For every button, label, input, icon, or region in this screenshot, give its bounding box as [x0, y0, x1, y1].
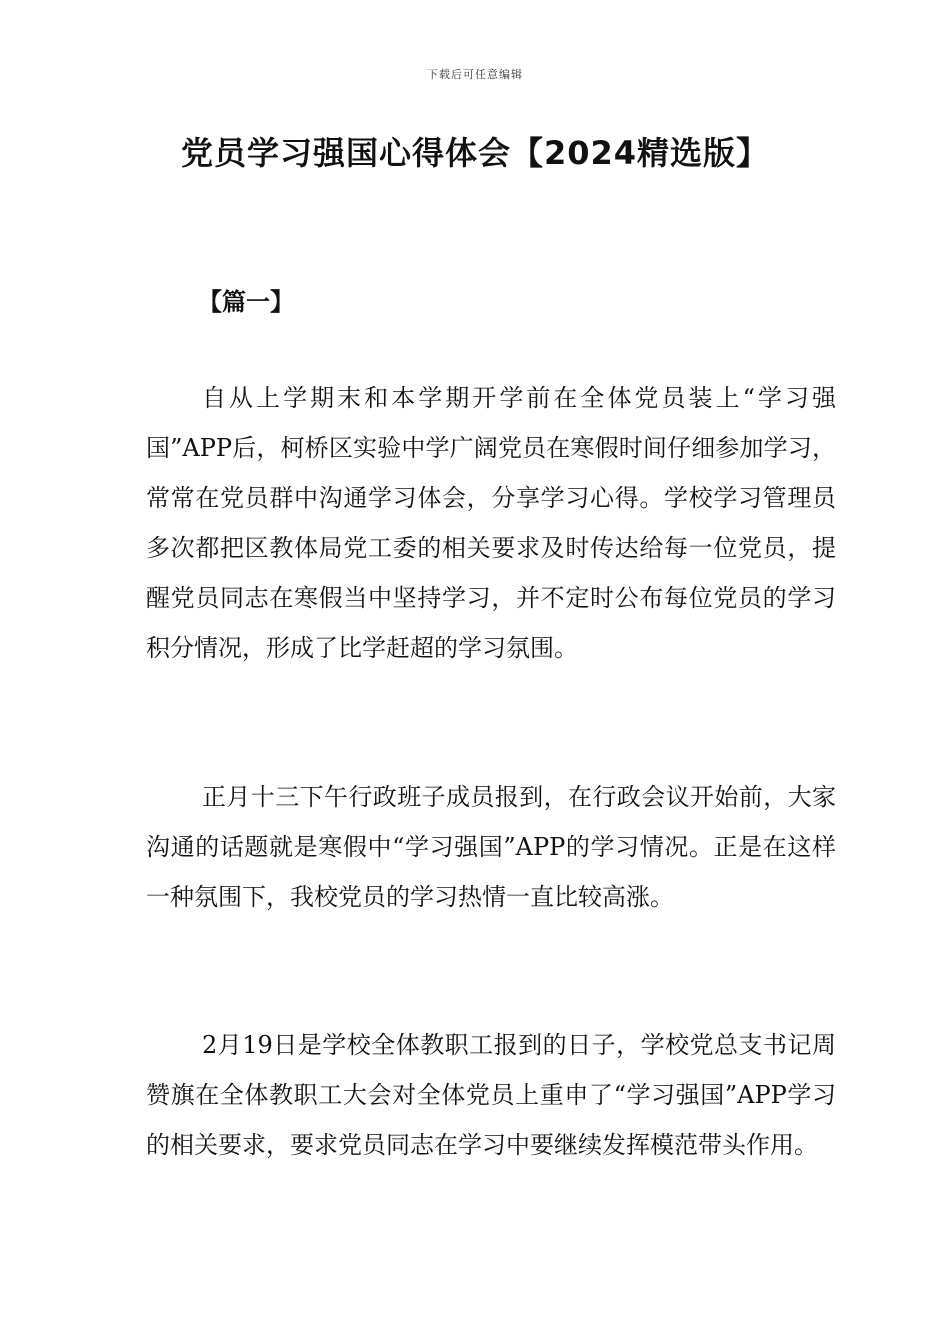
- section-label: 【篇一】: [198, 287, 294, 316]
- paragraph-2: 正月十三下午行政班子成员报到，在行政会议开始前，大家沟通的话题就是寒假中“学习强国”APP的学习情况。正是在这样一种氛围下，我校党员的学习热情一直比较高涨。: [146, 783, 836, 911]
- paragraph-1: 自从上学期末和本学期开学前在全体党员装上“学习强国”APP后，柯桥区实验中学广阔党员在寒假时间仔细参加学习，常常在党员群中沟通学习体会，分享学习心得。学校学习管理员多次都把区教体局党工委的相关要求及时传达给每一位党员，提醒党员同志在寒假当中坚持学习，并不定时公布每位党员的学习积分情况，形成了比学赶超的学习氛围。: [146, 384, 836, 662]
- document-title: 党员学习强国心得体会【2024精选版】: [180, 134, 770, 172]
- paragraph-3: 2月19日是学校全体教职工报到的日子，学校党总支书记周赞旗在全体教职工大会对全体党员上重申了“学习强国”APP学习的相关要求，要求党员同志在学习中要继续发挥模范带头作用。: [146, 1031, 836, 1159]
- header-note: 下载后可任意编辑: [427, 68, 523, 81]
